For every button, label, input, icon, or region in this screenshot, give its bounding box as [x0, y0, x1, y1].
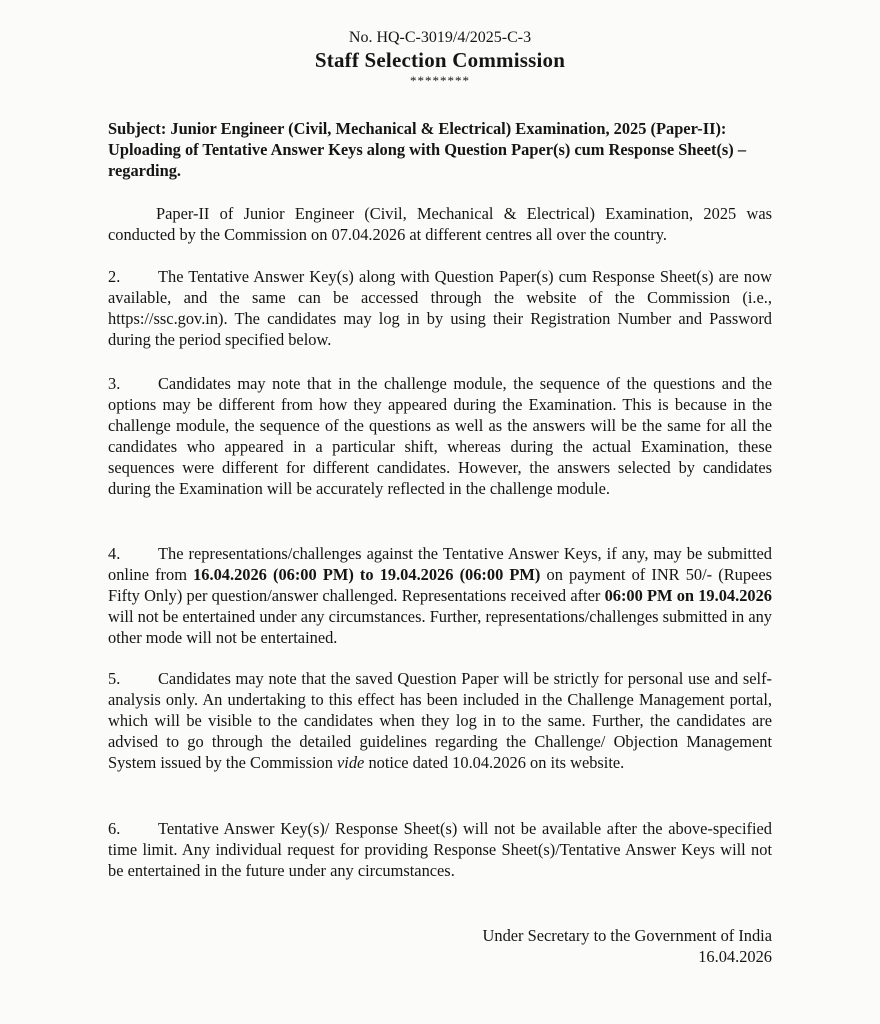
- signature-date: 16.04.2026: [698, 947, 772, 966]
- paragraph-text: The Tentative Answer Key(s) along with Question Paper(s) cum Response Sheet(s) are now available, and the same can be accessed through the website of the Commission (i.e., https://ssc.gov.in). The candidates may log in by using their Registration Number and Password during the period specified below.: [108, 267, 772, 349]
- paragraph-text: Candidates may note that in the challenge module, the sequence of the questions and the options may be different from how they appeared during the Examination. This is because in the challenge module, the sequence of the questions as well as the answers will be the same for all the candidates who appeared in a particular shift, whereas during the actual Examination, these sequences were different for different candidates. However, the answers selected by candidates during the Examination will be accurately reflected in the challenge module.: [108, 374, 772, 498]
- separator-stars: ********: [410, 73, 470, 88]
- paragraph-3: [108, 373, 772, 499]
- paragraph-6: [108, 818, 772, 881]
- paragraph-text: Candidates may note that the saved Question Paper will be strictly for personal use and self-analysis only. An undertaking to this effect has been included in the Challenge Management portal, which will be visible to the candidates when they log in to the same. Further, the candidates are advised to go through the detailed guidelines regarding the Challenge/ Objection Management System issued by the Commission: [108, 669, 772, 772]
- subject-line: Subject: Junior Engineer (Civil, Mechanical & Electrical) Examination, 2025 (Paper-II): Uploading of Tentative Answer Keys along with Question Paper(s) cum Response Sheet(s) – regarding.: [108, 119, 747, 180]
- challenge-window-dates: 16.04.2026 (06:00 PM) to 19.04.2026 (06:00 PM): [193, 565, 541, 584]
- paragraph-2: [108, 266, 772, 350]
- paragraph-text: on payment of INR 50/- (Rupees Fifty Only) per question/answer challenged. Representations received after: [108, 565, 772, 605]
- paragraph-text: Tentative Answer Key(s)/ Response Sheet(s) will not be available after the above-specified time limit. Any individual request for providing Response Sheet(s)/Tentative Answer Keys will not be entertained in the future under any circumstances.: [108, 819, 772, 880]
- signature-block: [483, 925, 772, 967]
- paragraph-text: will not be entertained under any circumstances. Further, representations/challenges submitted in any other mode will not be entertained.: [108, 607, 772, 647]
- paragraph-number: 4.: [108, 544, 121, 563]
- paragraph-text: The representations/challenges against the Tentative Answer Keys, if any, may be submitted online from: [108, 544, 772, 584]
- paragraph-5: [108, 668, 772, 773]
- paragraph-4: [108, 543, 772, 648]
- paragraph-text: notice dated 10.04.2026 on its website.: [364, 753, 625, 772]
- paragraph-number: 3.: [108, 374, 121, 393]
- paragraph-number: 5.: [108, 669, 121, 688]
- signatory-designation: Under Secretary to the Government of India: [482, 926, 772, 945]
- paragraph-number: 6.: [108, 819, 121, 838]
- reference-number: No. HQ-C-3019/4/2025-C-3: [348, 29, 532, 46]
- challenge-deadline: 06:00 PM on 19.04.2026: [604, 586, 772, 605]
- organization-title: Staff Selection Commission: [314, 48, 566, 72]
- italic-word: vide: [337, 753, 365, 772]
- paragraph-1: Paper-II of Junior Engineer (Civil, Mechanical & Electrical) Examination, 2025 was conducted by the Commission on 07.04.2026 at different centres all over the country.: [108, 204, 772, 244]
- paragraph-number: 2.: [108, 267, 121, 286]
